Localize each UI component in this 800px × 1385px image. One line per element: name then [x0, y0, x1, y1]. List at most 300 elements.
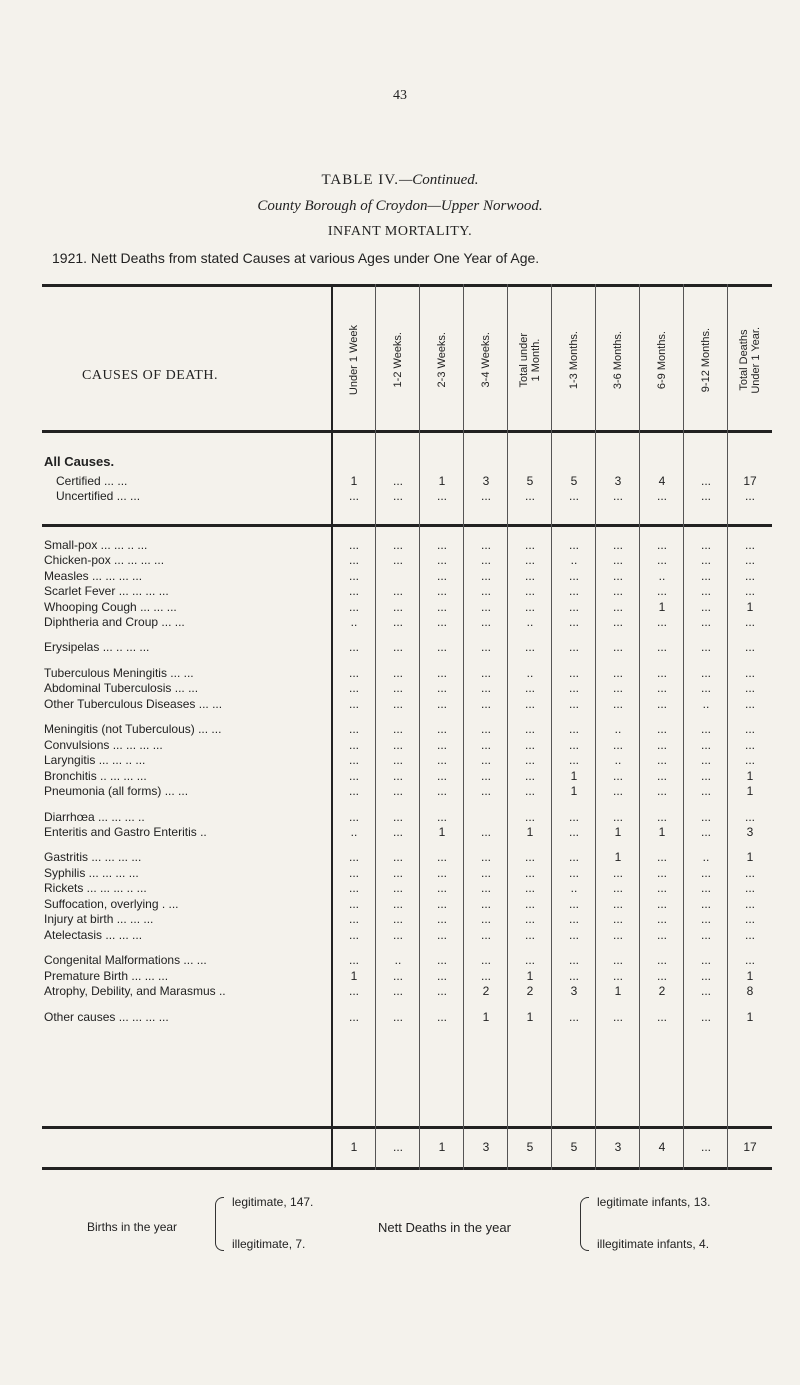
table-cell: ...	[436, 640, 447, 654]
table-cell: ...	[392, 784, 403, 798]
table-cell: ...	[700, 1140, 711, 1154]
row-label: Other causes ... ... ... ...	[44, 1010, 169, 1024]
table-cell: ...	[656, 897, 667, 911]
table-cell: ...	[612, 953, 623, 967]
table-cell: ...	[392, 769, 403, 783]
table-cell: ...	[436, 538, 447, 552]
table-row	[42, 984, 772, 1000]
table-cell: 4	[658, 474, 666, 488]
column-header-text: 2-3 Weeks.	[436, 332, 448, 388]
table-row	[42, 640, 772, 656]
table-cell: ...	[700, 953, 711, 967]
footer-summary	[0, 1195, 800, 1265]
row-label: Rickets ... ... ... .. ...	[44, 881, 147, 895]
table-cell: ...	[348, 784, 359, 798]
illegitimate-deaths: illegitimate infants, 4.	[597, 1237, 710, 1251]
table-row	[42, 825, 772, 841]
table-cell: ...	[392, 881, 403, 895]
table-cell: ...	[480, 615, 491, 629]
table-cell: ...	[656, 640, 667, 654]
table-row	[42, 912, 772, 928]
table-cell: ...	[480, 489, 491, 503]
table-cell: ...	[612, 784, 623, 798]
row-label: Meningitis (not Tuberculous) ... ...	[44, 722, 222, 736]
table-cell: 1	[746, 969, 754, 983]
table-cell: ...	[700, 538, 711, 552]
table-cell: ...	[656, 850, 667, 864]
table-cell: ...	[436, 722, 447, 736]
table-row	[42, 1010, 772, 1026]
row-label: Bronchitis .. ... ... ...	[44, 769, 147, 783]
row-label: Syphilis ... ... ... ...	[44, 866, 139, 880]
table-cell: ...	[436, 666, 447, 680]
table-cell: 1	[746, 1010, 754, 1024]
table-bottom-rule	[42, 1167, 772, 1170]
table-cell: ...	[480, 866, 491, 880]
table-cell: 1	[350, 1140, 358, 1154]
all-causes-title: All Causes.	[44, 454, 115, 469]
table-cell: ...	[524, 953, 535, 967]
table-cell: ...	[348, 584, 359, 598]
table-cell: ...	[744, 553, 755, 567]
table-cell: ...	[480, 538, 491, 552]
illegitimate-births: illegitimate, 7.	[232, 1237, 306, 1251]
table-cell: ...	[612, 738, 623, 752]
table-cell: ..	[614, 722, 622, 736]
table-cell: ...	[744, 538, 755, 552]
table-cell: ...	[436, 569, 447, 583]
row-label: Injury at birth ... ... ...	[44, 912, 154, 926]
table-cell: ...	[656, 769, 667, 783]
table-cell: ...	[656, 615, 667, 629]
table-cell: 1	[482, 1010, 490, 1024]
table-cell: ...	[348, 553, 359, 567]
table-cell: 1	[614, 825, 622, 839]
table-cell: ...	[744, 722, 755, 736]
row-label: Scarlet Fever ... ... ... ...	[44, 584, 169, 598]
table-cell: ...	[744, 810, 755, 824]
table-cell: ...	[656, 881, 667, 895]
table-cell: 17	[743, 1140, 757, 1154]
table-cell: ...	[568, 489, 579, 503]
table-cell: ...	[524, 753, 535, 767]
table-cell: 5	[526, 474, 534, 488]
table-cell: ...	[524, 697, 535, 711]
table-cell: ...	[656, 953, 667, 967]
table-cell: ...	[612, 569, 623, 583]
table-cell: ...	[700, 1010, 711, 1024]
table-cell: ...	[348, 810, 359, 824]
table-cell: ...	[436, 897, 447, 911]
table-cell: ...	[436, 928, 447, 942]
table-cell: 1	[438, 1140, 446, 1154]
column-header	[640, 294, 684, 426]
table-cell: ...	[700, 825, 711, 839]
table-cell: 4	[658, 1140, 666, 1154]
table-cell: ...	[700, 553, 711, 567]
table-cell: 1	[746, 784, 754, 798]
table-cell: ...	[524, 928, 535, 942]
table-cell: ...	[480, 897, 491, 911]
table-cell: ..	[702, 850, 710, 864]
table-cell: ...	[436, 881, 447, 895]
row-label: Other Tuberculous Diseases ... ...	[44, 697, 223, 711]
table-cell: ...	[524, 850, 535, 864]
column-header-text: 3-6 Months.	[612, 330, 624, 390]
table-cell: 3	[614, 474, 622, 488]
row-label: Suffocation, overlying . ...	[44, 897, 179, 911]
table-cell: ...	[700, 681, 711, 695]
table-cell: ...	[568, 697, 579, 711]
table-cell: ...	[348, 753, 359, 767]
column-header	[464, 294, 508, 426]
table-cell: ...	[348, 912, 359, 926]
column-header	[332, 294, 376, 426]
table-cell: ..	[614, 753, 622, 767]
table-row	[42, 489, 772, 505]
table-cell: 1	[570, 769, 578, 783]
table-cell: ...	[392, 810, 403, 824]
table-cell: ...	[480, 600, 491, 614]
table-cell: ...	[612, 584, 623, 598]
table-cell: ...	[392, 489, 403, 503]
table-row	[42, 928, 772, 944]
table-cell: ...	[656, 722, 667, 736]
table-cell: ...	[744, 681, 755, 695]
table-cell: ...	[436, 553, 447, 567]
table-row	[42, 953, 772, 969]
column-header-text: 6-9 Months.	[656, 330, 668, 390]
table-cell: ...	[568, 810, 579, 824]
table-row	[42, 474, 772, 490]
table-cell: ...	[568, 666, 579, 680]
table-cell: ...	[612, 810, 623, 824]
table-cell: ...	[392, 1140, 403, 1154]
table-cell: ...	[744, 640, 755, 654]
row-label: Laryngitis ... ... .. ...	[44, 753, 146, 767]
table-cell: ...	[656, 681, 667, 695]
table-cell: ...	[656, 912, 667, 926]
table-row	[42, 810, 772, 826]
table-cell: ...	[568, 825, 579, 839]
table-cell: ...	[524, 738, 535, 752]
table-cell: ...	[348, 569, 359, 583]
row-label: Convulsions ... ... ... ...	[44, 738, 163, 752]
table-cell: ...	[392, 928, 403, 942]
table-cell: ...	[480, 784, 491, 798]
table-cell: ...	[348, 666, 359, 680]
column-header-text: Under 1 Week	[348, 324, 360, 396]
table-cell: ...	[568, 569, 579, 583]
table-cell: ...	[348, 953, 359, 967]
table-cell: ...	[480, 881, 491, 895]
table-cell: ...	[656, 753, 667, 767]
table-cell: ...	[568, 640, 579, 654]
table-cell: ...	[392, 615, 403, 629]
table-cell: ...	[392, 666, 403, 680]
table-cell: ...	[656, 969, 667, 983]
table-cell: ...	[392, 1010, 403, 1024]
table-cell: ...	[612, 881, 623, 895]
table-cell: ...	[744, 953, 755, 967]
table-cell: ...	[656, 538, 667, 552]
table-cell: ...	[436, 1010, 447, 1024]
table-cell: ...	[436, 697, 447, 711]
causes-bottom-rule	[42, 1126, 772, 1129]
table-cell: ...	[524, 912, 535, 926]
table-cell: ...	[568, 897, 579, 911]
table-cell: 1	[350, 474, 358, 488]
row-label: Tuberculous Meningitis ... ...	[44, 666, 194, 680]
table-cell: ...	[524, 489, 535, 503]
table-cell: ...	[436, 953, 447, 967]
table-cell: ...	[480, 953, 491, 967]
table-cell: ...	[744, 489, 755, 503]
table-cell: ...	[524, 897, 535, 911]
table-cell: ...	[436, 489, 447, 503]
table-cell: ...	[480, 569, 491, 583]
table-cell: 1	[438, 825, 446, 839]
table-cell: 8	[746, 984, 754, 998]
table-cell: ...	[700, 928, 711, 942]
table-cell: 2	[482, 984, 490, 998]
row-label: Gastritis ... ... ... ...	[44, 850, 142, 864]
table-cell: ...	[392, 897, 403, 911]
table-cell: ...	[392, 969, 403, 983]
table-cell: ...	[612, 928, 623, 942]
column-header-text: 9-12 Months.	[700, 327, 712, 393]
table-cell: ...	[744, 912, 755, 926]
table-cell: ...	[524, 866, 535, 880]
table-cell: ...	[700, 615, 711, 629]
table-cell: ...	[568, 584, 579, 598]
table-cell: ...	[568, 600, 579, 614]
table-cell: ...	[612, 489, 623, 503]
table-cell: ...	[700, 738, 711, 752]
table-cell: ...	[524, 784, 535, 798]
table-cell: 1	[658, 825, 666, 839]
table-row	[42, 866, 772, 882]
table-row	[42, 850, 772, 866]
legitimate-deaths: legitimate infants, 13.	[597, 1195, 711, 1209]
table-cell: ...	[524, 681, 535, 695]
table-cell: ..	[350, 825, 358, 839]
table-cell: ...	[392, 722, 403, 736]
table-cell: ...	[524, 600, 535, 614]
column-header	[728, 294, 772, 426]
table-caption: 1921. Nett Deaths from stated Causes at various Ages under One Year of Age.	[52, 250, 540, 266]
table-cell: ...	[348, 769, 359, 783]
table-row	[42, 738, 772, 754]
table-cell: ...	[656, 738, 667, 752]
table-cell: ...	[744, 666, 755, 680]
table-cell: ...	[348, 681, 359, 695]
row-label: Atrophy, Debility, and Marasmus ..	[44, 984, 226, 998]
table-cell: 1	[746, 850, 754, 864]
table-cell: ...	[480, 753, 491, 767]
table-cell: 3	[614, 1140, 622, 1154]
table-cell: ...	[700, 569, 711, 583]
column-header-text: Total Deaths Under 1 Year.	[738, 326, 762, 394]
table-cell: ...	[348, 866, 359, 880]
table-cell: ...	[700, 640, 711, 654]
table-cell: ...	[348, 538, 359, 552]
table-cell: ...	[612, 912, 623, 926]
table-cell: 1	[658, 600, 666, 614]
table-cell: ...	[348, 489, 359, 503]
table-cell: ...	[744, 881, 755, 895]
table-cell: 2	[658, 984, 666, 998]
table-cell: ...	[656, 784, 667, 798]
column-header	[552, 294, 596, 426]
column-header	[420, 294, 464, 426]
table-cell: ...	[348, 984, 359, 998]
table-cell: 5	[526, 1140, 534, 1154]
table-cell: ...	[436, 969, 447, 983]
column-header	[508, 294, 552, 426]
row-label: Measles ... ... ... ...	[44, 569, 143, 583]
table-cell: 1	[614, 850, 622, 864]
table-cell: ...	[700, 753, 711, 767]
table-cell: ...	[524, 640, 535, 654]
table-cell: ...	[436, 769, 447, 783]
table-row	[42, 697, 772, 713]
table-cell: ...	[480, 825, 491, 839]
table-cell: 1	[746, 600, 754, 614]
table-cell: ...	[436, 850, 447, 864]
table-top-rule	[42, 284, 772, 287]
table-cell: ..	[526, 666, 534, 680]
table-cell: ...	[612, 969, 623, 983]
table-cell: ...	[700, 866, 711, 880]
table-cell: ...	[656, 553, 667, 567]
table-cell: ...	[480, 697, 491, 711]
table-cell: ...	[700, 969, 711, 983]
row-label: Small-pox ... ... .. ...	[44, 538, 148, 552]
table-cell: ...	[612, 897, 623, 911]
table-cell: ...	[436, 738, 447, 752]
table-cell: ...	[744, 738, 755, 752]
table-cell: ...	[568, 912, 579, 926]
column-header	[684, 294, 728, 426]
section-heading: INFANT MORTALITY.	[327, 224, 473, 239]
table-cell: 1	[570, 784, 578, 798]
table-cell: ...	[480, 928, 491, 942]
table-cell: ..	[702, 697, 710, 711]
column-header	[596, 294, 640, 426]
table-cell: ...	[656, 584, 667, 598]
deaths-label: Nett Deaths in the year	[378, 1220, 511, 1235]
table-row	[42, 769, 772, 785]
table-cell: ...	[612, 600, 623, 614]
table-cell: ...	[568, 928, 579, 942]
table-cell: ...	[480, 553, 491, 567]
table-cell: ...	[348, 722, 359, 736]
table-cell: ...	[392, 697, 403, 711]
table-cell: 17	[743, 474, 757, 488]
row-label: Diarrhœa ... ... ... ..	[44, 810, 145, 824]
table-cell: 3	[570, 984, 578, 998]
table-cell: ...	[480, 912, 491, 926]
table-cell: ...	[744, 569, 755, 583]
table-title-suffix: —Continued.	[398, 172, 479, 188]
table-row	[42, 969, 772, 985]
table-title-main: TABLE IV.	[321, 172, 399, 188]
table-cell: ...	[568, 681, 579, 695]
table-row	[42, 615, 772, 631]
table-cell: ..	[526, 615, 534, 629]
table-cell: ...	[744, 928, 755, 942]
table-cell: ...	[392, 538, 403, 552]
table-cell: ..	[394, 953, 402, 967]
table-cell: ...	[700, 474, 711, 488]
row-label: Diphtheria and Croup ... ...	[44, 615, 185, 629]
table-cell: ...	[524, 584, 535, 598]
table-cell: ...	[348, 600, 359, 614]
deaths-brace	[580, 1197, 589, 1251]
table-row	[42, 681, 772, 697]
table-cell: ...	[348, 881, 359, 895]
table-cell: ...	[436, 753, 447, 767]
table-cell: ...	[612, 697, 623, 711]
row-label: Erysipelas ... .. ... ...	[44, 640, 150, 654]
table-cell: ...	[392, 825, 403, 839]
table-cell: ...	[656, 928, 667, 942]
table-cell: ...	[700, 881, 711, 895]
legitimate-births: legitimate, 147.	[232, 1195, 314, 1209]
table-cell: ..	[350, 615, 358, 629]
table-cell: ...	[348, 897, 359, 911]
table-cell: ...	[700, 810, 711, 824]
column-header-text: 1-3 Months.	[568, 330, 580, 390]
table-cell: ...	[348, 1010, 359, 1024]
table-cell: ...	[392, 553, 403, 567]
table-cell: ...	[612, 866, 623, 880]
table-cell: ...	[436, 984, 447, 998]
table-cell: ...	[524, 538, 535, 552]
table-cell: ...	[480, 640, 491, 654]
table-cell: 1	[746, 769, 754, 783]
table-cell: ...	[568, 738, 579, 752]
table-cell: 1	[614, 984, 622, 998]
table-cell: ...	[700, 489, 711, 503]
table-cell: ...	[700, 584, 711, 598]
table-cell: 1	[526, 1010, 534, 1024]
table-cell: ...	[392, 681, 403, 695]
table-cell: ..	[658, 569, 666, 583]
table-cell: ..	[570, 881, 578, 895]
page-number: 43	[393, 88, 407, 103]
subtitle: County Borough of Croydon—Upper Norwood.	[257, 198, 543, 214]
table-cell: ...	[744, 584, 755, 598]
table-cell: ...	[480, 738, 491, 752]
table-cell: ...	[656, 866, 667, 880]
table-cell: ...	[568, 866, 579, 880]
table-cell: ...	[568, 615, 579, 629]
table-cell: 1	[438, 474, 446, 488]
row-label: Whooping Cough ... ... ...	[44, 600, 177, 614]
table-cell: ...	[392, 753, 403, 767]
table-title	[0, 172, 800, 189]
table-cell: ...	[348, 697, 359, 711]
table-cell: ...	[612, 538, 623, 552]
table-cell: ...	[348, 928, 359, 942]
row-label: Abdominal Tuberculosis ... ...	[44, 681, 199, 695]
table-cell: ...	[348, 738, 359, 752]
table-cell: ...	[436, 866, 447, 880]
table-cell: ...	[744, 697, 755, 711]
row-label: Chicken-pox ... ... ... ...	[44, 553, 165, 567]
